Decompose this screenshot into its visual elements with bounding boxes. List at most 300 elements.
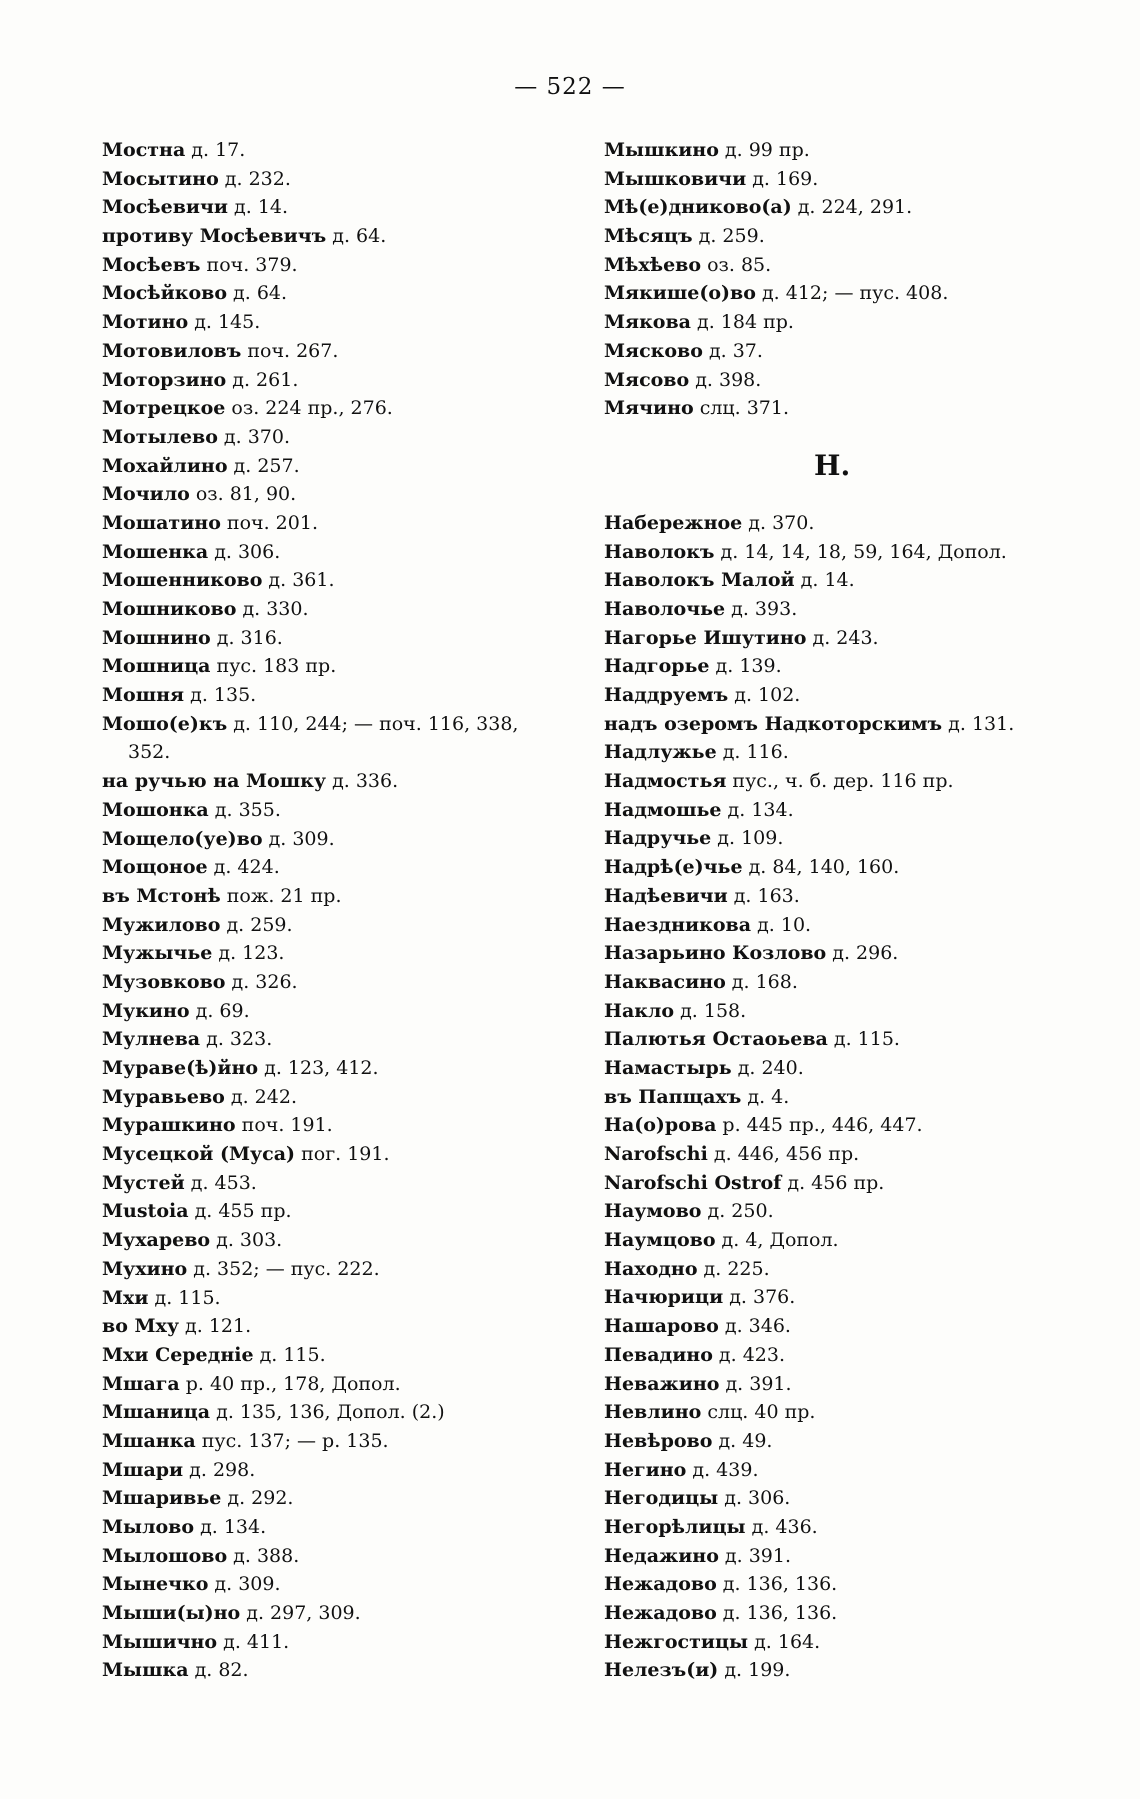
index-entry xyxy=(102,825,602,854)
entry-reference: д. 240. xyxy=(731,1056,804,1079)
entry-reference: д. 163. xyxy=(727,884,800,907)
index-entry xyxy=(604,136,1124,165)
entry-headword: противу Мосѣевичъ xyxy=(102,225,327,248)
entry-headword: Находно xyxy=(604,1257,698,1280)
entry-reference: д. 14. xyxy=(228,196,289,219)
entry-headword: Мылово xyxy=(102,1516,195,1538)
entry-headword: Наумцово xyxy=(604,1229,716,1252)
entry-reference: д. 4, Допол. xyxy=(715,1229,839,1252)
entry-reference: пус. 137; — р. 135. xyxy=(195,1429,389,1452)
index-entry xyxy=(102,423,602,452)
entry-headword: Мосѣевъ xyxy=(102,253,201,276)
entry-reference: 352. xyxy=(128,741,171,764)
index-entry xyxy=(604,1283,1124,1312)
index-entry-continuation xyxy=(102,738,602,767)
entry-reference: д. 10. xyxy=(751,913,812,936)
index-entry xyxy=(604,1398,1124,1427)
entry-headword: Мусецкой (Муса) xyxy=(102,1143,296,1166)
entry-headword: Наволокъ Малой xyxy=(604,569,795,592)
index-entry xyxy=(102,222,602,251)
index-entry xyxy=(604,1111,1124,1140)
entry-reference: д. 455 пр. xyxy=(188,1200,292,1223)
entry-reference: д. 336. xyxy=(326,770,399,793)
entry-headword: Мшари xyxy=(102,1458,184,1481)
entry-reference: оз. 224 пр., 276. xyxy=(225,397,393,420)
entry-headword: Мясково xyxy=(604,339,703,362)
entry-reference: д. 49. xyxy=(712,1429,773,1452)
entry-reference: д. 115. xyxy=(253,1343,326,1366)
index-entry xyxy=(604,566,1124,595)
index-entry xyxy=(604,509,1124,538)
index-entry xyxy=(102,1484,602,1513)
index-entry xyxy=(604,1255,1124,1284)
entry-reference: д. 298. xyxy=(183,1458,256,1481)
index-entry xyxy=(604,1226,1124,1255)
index-entry xyxy=(604,681,1124,710)
index-entry xyxy=(604,222,1124,251)
entry-reference: д. 64. xyxy=(326,225,387,248)
entry-headword: Наумово xyxy=(604,1200,702,1223)
entry-headword: Нелезъ(и) xyxy=(604,1659,719,1682)
entry-reference: д. 136, 136. xyxy=(716,1573,838,1596)
index-entry xyxy=(102,1140,602,1169)
index-entry xyxy=(604,279,1124,308)
entry-reference: д. 139. xyxy=(709,655,782,678)
index-entry xyxy=(604,1083,1124,1112)
entry-headword: Мосѣйково xyxy=(102,282,227,305)
index-entry xyxy=(102,1656,602,1685)
entry-reference: д. 370. xyxy=(742,511,815,534)
entry-headword: Мурашкино xyxy=(102,1114,236,1137)
entry-headword: Мотылево xyxy=(102,425,218,448)
entry-headword: Мощело(уе)во xyxy=(102,827,263,850)
entry-headword: Мошенниково xyxy=(102,569,263,592)
index-entry xyxy=(102,1456,602,1485)
index-entry xyxy=(102,1197,602,1226)
entry-headword: Мухарево xyxy=(102,1229,211,1252)
entry-reference: д. 446, 456 пр. xyxy=(707,1143,860,1165)
index-entry xyxy=(102,911,602,940)
entry-reference: слц. 40 пр. xyxy=(701,1401,816,1424)
entry-reference: д. 110, 244; — поч. 116, 338, xyxy=(227,712,519,735)
entry-headword: Мохайлино xyxy=(102,454,228,477)
entry-headword: Нагорье Ишутино xyxy=(604,626,807,649)
index-entry xyxy=(604,796,1124,825)
index-entry xyxy=(102,1628,602,1657)
entry-reference: д. 243. xyxy=(806,626,879,649)
entry-headword: Мхи Середніе xyxy=(102,1343,254,1366)
right-column xyxy=(604,136,1124,1685)
entry-headword: Нежгостицы xyxy=(604,1630,749,1653)
entry-reference: д. 169. xyxy=(746,167,819,190)
index-entry xyxy=(604,1025,1124,1054)
entry-reference: д. 303. xyxy=(210,1229,283,1252)
entry-reference: д. 316. xyxy=(210,626,283,649)
entry-headword: На(о)рова xyxy=(604,1114,717,1137)
entry-reference: поч. 191. xyxy=(235,1114,333,1137)
entry-headword: Невѣрово xyxy=(604,1429,713,1452)
index-entry xyxy=(102,337,602,366)
entry-reference: д. 14, 14, 18, 59, 164, Допол. xyxy=(714,540,1007,563)
entry-reference: д. 376. xyxy=(723,1286,796,1309)
entry-headword: Мхи xyxy=(102,1286,149,1309)
entry-reference: д. 361. xyxy=(262,569,335,592)
index-entry xyxy=(604,1656,1124,1685)
entry-headword: Мотрецкое xyxy=(102,397,226,420)
entry-reference: д. 14. xyxy=(794,569,855,592)
entry-headword: Мосытино xyxy=(102,167,219,190)
entry-reference: д. 439. xyxy=(686,1458,759,1481)
entry-headword: Мѣсяцъ xyxy=(604,225,693,248)
entry-reference: д. 412; — пус. 408. xyxy=(755,282,949,305)
entry-reference: д. 116. xyxy=(716,741,789,764)
entry-headword: Набережное xyxy=(604,511,743,534)
entry-reference: поч. 201. xyxy=(220,511,318,534)
entry-headword: Надѣевичи xyxy=(604,884,728,907)
entry-headword: Недажино xyxy=(604,1544,719,1567)
entry-reference: д. 131. xyxy=(942,712,1015,735)
index-entry xyxy=(102,394,602,423)
entry-reference: д. 436. xyxy=(745,1515,818,1538)
entry-reference: д. 423. xyxy=(712,1343,786,1366)
entry-reference: д. 225. xyxy=(697,1257,770,1280)
entry-reference: д. 109. xyxy=(711,827,784,850)
index-entry xyxy=(604,1484,1124,1513)
entry-headword: Мшанка xyxy=(102,1429,196,1452)
right-column-m-entries xyxy=(604,136,1124,423)
entry-reference: д. 398. xyxy=(689,368,762,391)
index-entry xyxy=(604,1513,1124,1542)
entry-headword: въ Мстонѣ xyxy=(102,884,221,907)
entry-reference: д. 309. xyxy=(262,827,335,850)
index-entry xyxy=(102,136,602,165)
index-entry xyxy=(604,1570,1124,1599)
entry-headword: Мостна xyxy=(102,139,186,161)
entry-reference: д. 297, 309. xyxy=(240,1602,361,1625)
index-entry xyxy=(604,1542,1124,1571)
entry-reference: д. 115. xyxy=(148,1286,221,1309)
index-entry xyxy=(102,1255,602,1284)
section-letter: Н. xyxy=(814,448,851,482)
index-entry xyxy=(604,738,1124,767)
index-entry xyxy=(102,538,602,567)
entry-headword: Негорѣлицы xyxy=(604,1515,746,1538)
entry-reference: д. 326. xyxy=(225,970,298,993)
entry-headword: Начюрици xyxy=(604,1286,724,1309)
entry-reference: д. 346. xyxy=(718,1315,791,1338)
entry-reference: слц. 371. xyxy=(693,397,790,420)
index-entry xyxy=(604,1169,1124,1198)
index-entry xyxy=(102,193,602,222)
entry-reference: д. 102. xyxy=(728,684,801,706)
index-entry xyxy=(102,1312,602,1341)
index-entry xyxy=(102,1083,602,1112)
entry-headword: Невлино xyxy=(604,1401,702,1424)
entry-reference: поч. 379. xyxy=(200,253,298,276)
entry-headword: Мужычье xyxy=(102,942,213,965)
entry-reference: д. 82. xyxy=(188,1659,249,1682)
entry-headword: Нашарово xyxy=(604,1315,719,1338)
index-entry xyxy=(102,1513,602,1542)
entry-headword: Мулнева xyxy=(102,1028,201,1051)
entry-headword: Мякова xyxy=(604,311,691,334)
entry-headword: надъ озеромъ Надкоторскимъ xyxy=(604,712,943,735)
entry-headword: во Мху xyxy=(102,1315,180,1338)
index-entry xyxy=(604,652,1124,681)
entry-reference: д. 257. xyxy=(227,454,300,477)
index-entry xyxy=(102,165,602,194)
entry-headword: Mustoia xyxy=(102,1200,189,1223)
index-entry xyxy=(102,681,602,710)
index-entry xyxy=(102,1025,602,1054)
entry-headword: Мячино xyxy=(604,397,694,420)
index-entry xyxy=(102,595,602,624)
entry-reference: пог. 191. xyxy=(295,1143,390,1166)
index-entry xyxy=(102,997,602,1026)
index-entry xyxy=(604,710,1124,739)
entry-reference: д. 135, 136, Допол. (2.) xyxy=(210,1401,445,1424)
entry-headword: Надлужье xyxy=(604,741,717,764)
entry-headword: Наволокъ xyxy=(604,540,715,563)
index-entry xyxy=(102,1542,602,1571)
entry-reference: д. 135. xyxy=(184,684,257,707)
entry-reference: поч. 267. xyxy=(241,339,339,362)
entry-reference: д. 391. xyxy=(718,1544,791,1567)
entry-reference: д. 99 пр. xyxy=(718,139,810,161)
entry-headword: Мураве(ѣ)йно xyxy=(102,1057,259,1079)
entry-headword: Нежадово xyxy=(604,1573,717,1596)
entry-reference: д. 164. xyxy=(748,1630,821,1653)
entry-headword: Мошатино xyxy=(102,511,221,534)
entry-reference: д. 158. xyxy=(674,999,747,1022)
index-entry xyxy=(102,279,602,308)
entry-reference: оз. 81, 90. xyxy=(189,483,297,506)
right-column-n-entries xyxy=(604,509,1124,1685)
index-entry xyxy=(604,1140,1124,1169)
entry-reference: д. 391. xyxy=(719,1372,792,1395)
index-entry xyxy=(604,1312,1124,1341)
entry-headword: Нежадово xyxy=(604,1602,717,1624)
entry-reference: д. 370. xyxy=(217,425,291,448)
entry-headword: Негино xyxy=(604,1458,687,1481)
entry-headword: Моторзино xyxy=(102,368,227,391)
entry-headword: Мошнино xyxy=(102,626,211,649)
index-entry xyxy=(604,308,1124,337)
index-entry xyxy=(604,251,1124,280)
entry-reference: д. 64. xyxy=(227,282,288,305)
index-entry xyxy=(604,997,1124,1026)
entry-reference: д. 232. xyxy=(218,167,291,190)
entry-headword: Мясово xyxy=(604,368,690,391)
entry-headword: Наквасино xyxy=(604,970,726,993)
entry-headword: Палютья Остаоьева xyxy=(604,1028,828,1051)
index-entry xyxy=(604,1054,1124,1083)
index-entry xyxy=(102,624,602,653)
index-entry xyxy=(102,710,602,739)
entry-reference: д. 388. xyxy=(227,1544,300,1567)
index-entry xyxy=(604,165,1124,194)
entry-headword: Накло xyxy=(604,999,675,1022)
entry-reference: пус., ч. б. дер. 116 пр. xyxy=(726,770,954,793)
entry-headword: на ручью на Мошку xyxy=(102,770,327,793)
index-entry xyxy=(102,767,602,796)
entry-headword: Певадино xyxy=(604,1343,713,1366)
entry-reference: д. 168. xyxy=(725,970,798,993)
entry-reference: д. 136, 136. xyxy=(716,1602,838,1624)
entry-reference: пус. 183 пр. xyxy=(210,655,337,678)
index-entry xyxy=(102,1370,602,1399)
index-entry xyxy=(102,251,602,280)
entry-reference: д. 115. xyxy=(827,1028,900,1051)
index-entry xyxy=(102,1599,602,1628)
entry-reference: д. 259. xyxy=(220,913,293,936)
entry-reference: д. 69. xyxy=(189,999,250,1022)
entry-headword: Муравьево xyxy=(102,1085,225,1108)
entry-headword: Narofschi xyxy=(604,1143,708,1165)
index-entry xyxy=(102,566,602,595)
index-entry xyxy=(102,1169,602,1198)
entry-reference: д. 123. xyxy=(212,942,285,965)
entry-headword: въ Папщахъ xyxy=(604,1085,742,1108)
entry-headword: Наездникова xyxy=(604,913,752,936)
entry-reference: д. 352; — пус. 222. xyxy=(187,1257,380,1280)
entry-reference: д. 393. xyxy=(725,597,798,620)
entry-reference: р. 445 пр., 446, 447. xyxy=(716,1114,923,1137)
page-number: — 522 — xyxy=(514,74,626,100)
entry-headword: Надрѣ(е)чье xyxy=(604,856,743,879)
index-entry xyxy=(604,824,1124,853)
index-entry xyxy=(604,882,1124,911)
entry-headword: Мосѣевичи xyxy=(102,196,229,219)
index-entry xyxy=(102,652,602,681)
index-entry xyxy=(604,1370,1124,1399)
entry-headword: Мышковичи xyxy=(604,167,747,190)
entry-reference: д. 123, 412. xyxy=(258,1057,379,1079)
index-entry xyxy=(604,1341,1124,1370)
entry-headword: Мошо(е)къ xyxy=(102,712,228,735)
entry-reference: д. 134. xyxy=(194,1516,267,1538)
index-entry xyxy=(102,1570,602,1599)
entry-headword: Мужилово xyxy=(102,913,221,936)
entry-reference: д. 17. xyxy=(185,139,246,161)
index-entry xyxy=(604,853,1124,882)
entry-headword: Негодицы xyxy=(604,1487,719,1510)
entry-reference: д. 184 пр. xyxy=(690,311,794,334)
index-entry xyxy=(604,1197,1124,1226)
entry-reference: д. 84, 140, 160. xyxy=(742,856,900,879)
entry-headword: Мошня xyxy=(102,684,185,707)
entry-reference: д. 306. xyxy=(718,1487,791,1510)
entry-reference: д. 37. xyxy=(702,339,763,362)
index-entry xyxy=(604,1427,1124,1456)
entry-headword: Надгорье xyxy=(604,655,710,678)
index-entry xyxy=(102,882,602,911)
index-entry xyxy=(102,968,602,997)
entry-headword: Мошница xyxy=(102,655,211,678)
entry-headword: Надмошье xyxy=(604,798,722,821)
index-entry xyxy=(604,624,1124,653)
index-entry xyxy=(604,1628,1124,1657)
index-entry xyxy=(102,1341,602,1370)
entry-reference: д. 330. xyxy=(236,598,309,620)
index-entry xyxy=(102,1427,602,1456)
entry-reference: оз. 85. xyxy=(701,253,772,276)
entry-headword: Мышка xyxy=(102,1659,189,1682)
entry-reference: д. 4. xyxy=(741,1085,790,1108)
entry-headword: Мустей xyxy=(102,1171,185,1194)
entry-headword: Мошонка xyxy=(102,798,209,821)
index-entry xyxy=(604,939,1124,968)
entry-headword: Мшаница xyxy=(102,1401,211,1424)
entry-headword: Мухино xyxy=(102,1257,188,1280)
entry-reference: д. 121. xyxy=(179,1315,252,1338)
entry-headword: Мотовиловъ xyxy=(102,339,242,362)
entry-reference: д. 242. xyxy=(224,1085,297,1108)
entry-headword: Намастырь xyxy=(604,1056,732,1079)
entry-reference: д. 296. xyxy=(826,942,899,965)
index-entry xyxy=(102,796,602,825)
entry-headword: Мошниково xyxy=(102,598,237,620)
entry-reference: д. 309. xyxy=(208,1573,281,1596)
entry-headword: Мынечко xyxy=(102,1573,209,1596)
index-entry xyxy=(604,595,1124,624)
entry-headword: Мукино xyxy=(102,999,190,1022)
entry-reference: д. 456 пр. xyxy=(781,1171,885,1194)
index-entry xyxy=(604,538,1124,567)
index-entry xyxy=(604,767,1124,796)
entry-headword: Мотино xyxy=(102,311,189,334)
index-entry xyxy=(102,1284,602,1313)
index-entry xyxy=(102,1398,602,1427)
entry-reference: д. 355. xyxy=(208,798,281,821)
entry-headword: Мшаривье xyxy=(102,1487,222,1510)
index-entry xyxy=(102,452,602,481)
index-entry xyxy=(102,308,602,337)
entry-headword: Назарьино Козлово xyxy=(604,942,827,965)
entry-reference: р. 40 пр., 178, Допол. xyxy=(179,1372,401,1395)
entry-headword: Неважино xyxy=(604,1372,720,1395)
index-entry xyxy=(102,480,602,509)
entry-headword: Мочило xyxy=(102,483,190,506)
entry-headword: Мякише(о)во xyxy=(604,282,756,305)
index-entry xyxy=(604,394,1124,423)
entry-headword: Наволочье xyxy=(604,597,726,620)
entry-reference: пож. 21 пр. xyxy=(220,884,342,907)
entry-headword: Мошенка xyxy=(102,540,209,563)
index-entry xyxy=(604,337,1124,366)
entry-headword: Мѣ(е)дниково(а) xyxy=(604,196,792,219)
entry-reference: д. 411. xyxy=(217,1630,290,1653)
entry-reference: д. 292. xyxy=(221,1487,294,1510)
entry-headword: Наддруемъ xyxy=(604,684,729,706)
entry-headword: Надмостья xyxy=(604,770,727,793)
entry-headword: Narofschi Ostrof xyxy=(604,1171,782,1194)
index-entry xyxy=(604,911,1124,940)
entry-reference: д. 261. xyxy=(226,368,299,391)
entry-headword: Мшага xyxy=(102,1372,180,1395)
index-entry xyxy=(102,939,602,968)
index-entry xyxy=(102,1054,602,1083)
entry-headword: Мышкино xyxy=(604,139,719,161)
index-entry xyxy=(102,1111,602,1140)
index-entry xyxy=(102,1226,602,1255)
index-entry xyxy=(102,853,602,882)
index-entry xyxy=(102,366,602,395)
entry-headword: Мѣхѣево xyxy=(604,253,702,276)
entry-reference: д. 453. xyxy=(184,1171,257,1194)
entry-headword: Мыши(ы)но xyxy=(102,1602,241,1625)
entry-headword: Музовково xyxy=(102,970,226,993)
